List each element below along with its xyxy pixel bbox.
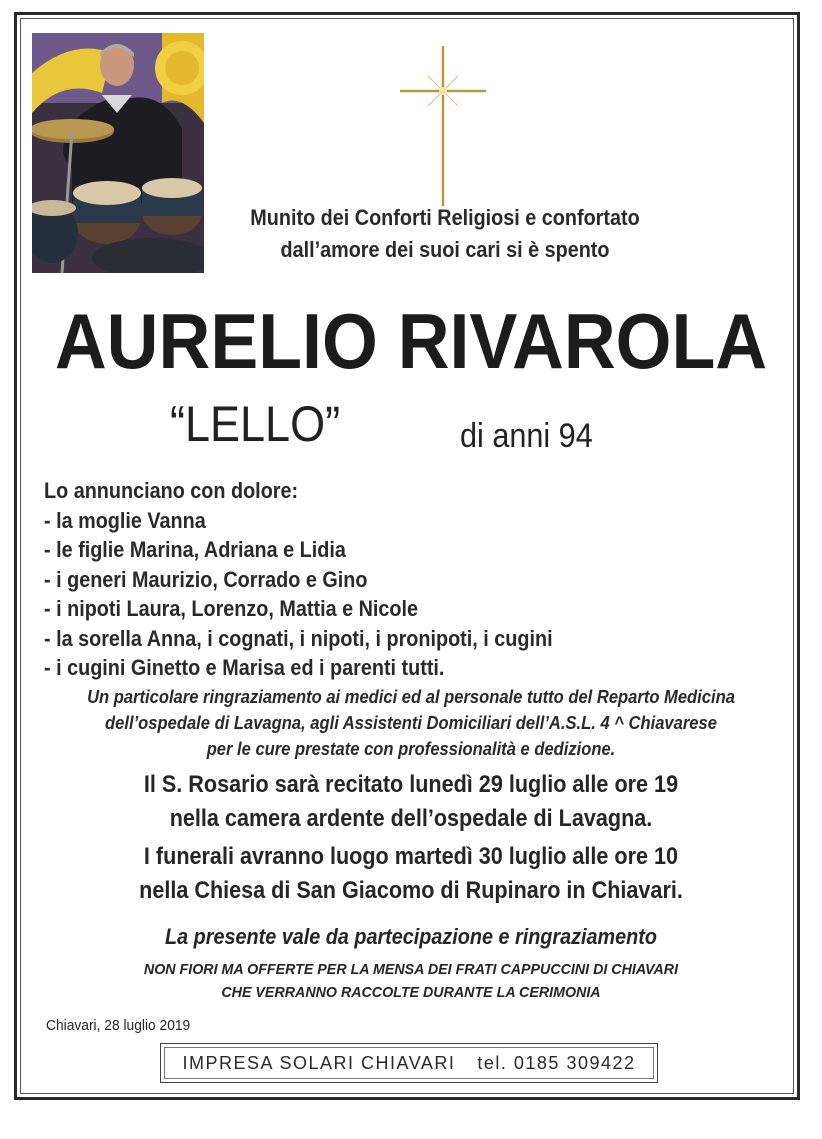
intro-line-1: Munito dei Conforti Religiosi e confortato — [250, 205, 640, 230]
portrait-photo — [32, 33, 204, 273]
thanks-line-3: per le cure prestate con professionalità e dedizione. — [206, 739, 616, 759]
flowers-line-1: NON FIORI MA OFFERTE PER LA MENSA DEI FRATI CAPPUCCINI DI CHIAVARI — [143, 961, 679, 978]
list-item: - i cugini Ginetto e Marisa ed i parenti tutti. — [44, 655, 445, 680]
list-item: - la moglie Vanna — [44, 507, 206, 533]
funeral-line-2: nella Chiesa di San Giacomo di Rupinaro in Chiavari. — [139, 877, 683, 904]
list-item: - i nipoti Laura, Lorenzo, Mattia e Nicole — [44, 596, 419, 621]
intro-text — [234, 202, 657, 266]
announcement-heading: Lo annunciano con dolore: — [44, 478, 299, 503]
flowers-line-2: CHE VERRANNO RACCOLTE DURANTE LA CERIMONIA — [221, 984, 601, 1001]
funeral-home-info — [161, 1044, 657, 1082]
funeral-info — [59, 840, 763, 908]
intro-line-2: dall’amore dei suoi cari si è spento — [280, 237, 610, 262]
thanks-line-1: Un particolare ringraziamento ai medici ed al personale tutto del Reparto Medicina — [87, 687, 735, 707]
funeral-home-name: IMPRESA SOLARI CHIAVARI — [182, 1053, 456, 1073]
funeral-line-1: I funerali avranno luogo martedì 30 luglio alle ore 10 — [143, 843, 679, 870]
funeral-home-phone: tel. 0185 309422 — [477, 1053, 636, 1073]
thanks-line-2: dell’ospedale di Lavagna, agli Assistenti Domiciliari dell’A.S.L. 4 ^ Chiavarese — [105, 713, 717, 733]
list-item: - i generi Maurizio, Corrado e Gino — [44, 566, 368, 592]
rosary-line-2: nella camera ardente dell’ospedale di Lavagna. — [169, 805, 653, 832]
participation-note: La presente vale da partecipazione e ringraziamento — [165, 924, 657, 949]
list-item: - le figlie Marina, Adriana e Lidia — [44, 537, 346, 562]
rosary-info — [59, 768, 763, 836]
deceased-nickname: “LELLO” — [170, 396, 341, 452]
announcement-list — [44, 476, 674, 683]
funeral-home-box — [160, 1043, 658, 1083]
cross-icon — [398, 46, 488, 206]
deceased-name: AURELIO RIVAROLA — [54, 297, 768, 385]
flowers-note — [40, 958, 783, 1004]
list-item: - la sorella Anna, i cognati, i nipoti, i pronipoti, i cugini — [44, 625, 553, 651]
thanks-paragraph — [60, 684, 761, 762]
rosary-line-1: Il S. Rosario sarà recitato lunedì 29 luglio alle ore 19 — [143, 771, 679, 798]
deceased-age: di anni 94 — [460, 417, 593, 455]
place-date: Chiavari, 28 luglio 2019 — [46, 1017, 191, 1034]
